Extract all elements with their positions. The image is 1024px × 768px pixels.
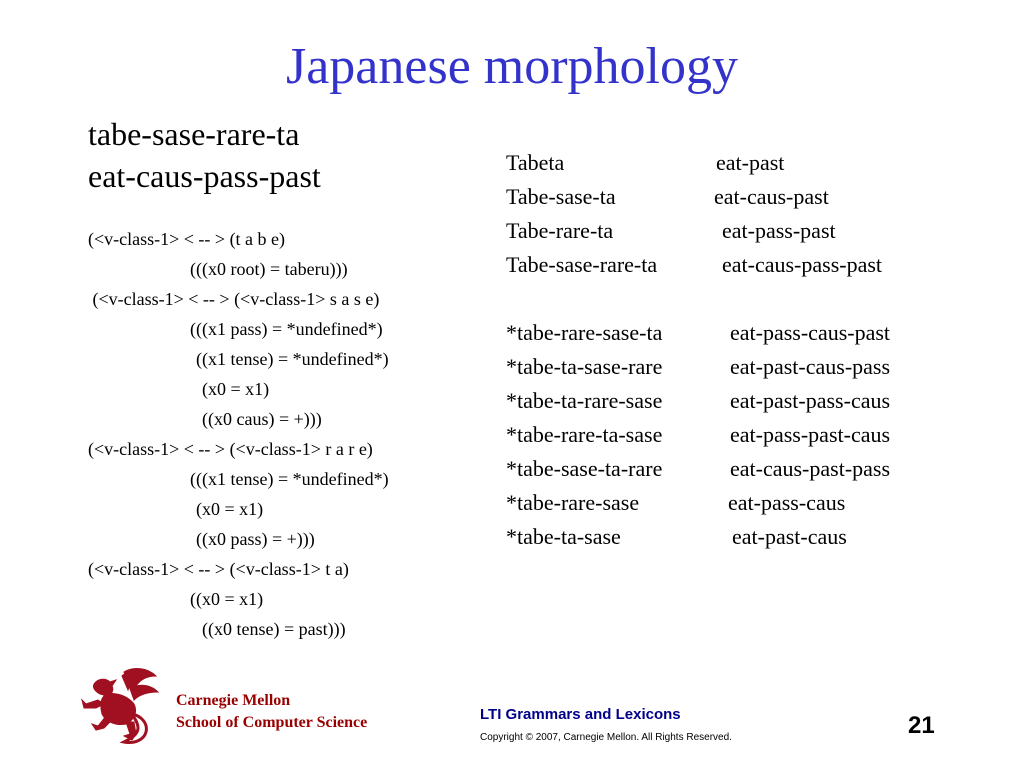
griffin-logo bbox=[76, 664, 166, 748]
valid-form: Tabe-rare-ta bbox=[506, 218, 614, 243]
invalid-gloss: eat-pass-caus bbox=[728, 490, 846, 515]
institution-line2: School of Computer Science bbox=[176, 714, 368, 731]
invalid-form: *tabe-rare-sase-ta bbox=[506, 320, 663, 345]
rule-line: ((x0 tense) = past))) bbox=[202, 619, 346, 639]
rule-line: ((x0 = x1) bbox=[190, 589, 264, 609]
invalid-form: *tabe-rare-ta-sase bbox=[506, 422, 663, 447]
invalid-form-row bbox=[506, 316, 1006, 350]
valid-form: Tabeta bbox=[506, 150, 565, 175]
copyright-notice: Copyright © 2007, Carnegie Mellon. All Rights Reserved. bbox=[480, 732, 732, 743]
example-form: tabe-sase-rare-ta bbox=[88, 116, 300, 152]
invalid-gloss: eat-caus-past-pass bbox=[730, 456, 891, 481]
rule-line: (((x1 tense) = *undefined*) bbox=[190, 469, 389, 489]
rule-line: (x0 = x1) bbox=[196, 499, 264, 519]
rule-line: (x0 = x1) bbox=[202, 379, 270, 399]
invalid-form: *tabe-sase-ta-rare bbox=[506, 456, 663, 481]
invalid-gloss: eat-past-caus bbox=[732, 524, 847, 549]
course-title: LTI Grammars and Lexicons bbox=[480, 706, 681, 723]
valid-gloss: eat-caus-past bbox=[714, 184, 829, 209]
invalid-form-row bbox=[506, 486, 1006, 520]
right-column bbox=[506, 146, 1006, 554]
rule-line: (<v-class-1> < -- > (<v-class-1> t a) bbox=[88, 559, 349, 579]
invalid-gloss: eat-pass-caus-past bbox=[730, 320, 891, 345]
valid-form: Tabe-sase-rare-ta bbox=[506, 252, 658, 277]
left-column bbox=[88, 118, 508, 644]
invalid-form: *tabe-rare-sase bbox=[506, 490, 640, 515]
invalid-form-row bbox=[506, 452, 1006, 486]
invalid-form: *tabe-ta-sase-rare bbox=[506, 354, 663, 379]
invalid-gloss: eat-pass-past-caus bbox=[730, 422, 891, 447]
rule-line: ((x0 caus) = +))) bbox=[202, 409, 322, 429]
invalid-form: *tabe-ta-sase bbox=[506, 524, 621, 549]
page-number: 21 bbox=[908, 712, 935, 739]
valid-gloss: eat-pass-past bbox=[722, 218, 836, 243]
valid-form-row bbox=[506, 214, 1006, 248]
institution-line1: Carnegie Mellon bbox=[176, 692, 291, 709]
rule-line: (<v-class-1> < -- > (<v-class-1> s a s e) bbox=[88, 289, 380, 309]
invalid-gloss: eat-past-caus-pass bbox=[730, 354, 891, 379]
valid-form: Tabe-sase-ta bbox=[506, 184, 616, 209]
rule-line: (((x0 root) = taberu))) bbox=[190, 259, 348, 279]
valid-gloss: eat-past bbox=[716, 150, 785, 175]
invalid-form-row bbox=[506, 418, 1006, 452]
invalid-form-row bbox=[506, 384, 1006, 418]
institution-name bbox=[176, 690, 367, 734]
valid-form-row bbox=[506, 146, 1006, 180]
valid-form-row bbox=[506, 248, 1006, 282]
invalid-form-row bbox=[506, 520, 1006, 554]
rule-line: ((x1 tense) = *undefined*) bbox=[196, 349, 389, 369]
invalid-form-row bbox=[506, 350, 1006, 384]
example-gloss: eat-caus-pass-past bbox=[88, 158, 321, 194]
slide-title: Japanese morphology bbox=[285, 38, 738, 95]
invalid-gloss: eat-past-pass-caus bbox=[730, 388, 891, 413]
invalid-form: *tabe-ta-rare-sase bbox=[506, 388, 663, 413]
valid-gloss: eat-caus-pass-past bbox=[722, 252, 883, 277]
rule-line: (((x1 pass) = *undefined*) bbox=[190, 319, 383, 339]
valid-form-row bbox=[506, 180, 1006, 214]
rule-list bbox=[88, 224, 508, 644]
rule-line: (<v-class-1> < -- > (<v-class-1> r a r e) bbox=[88, 439, 373, 459]
rule-line: ((x0 pass) = +))) bbox=[196, 529, 315, 549]
rule-line: (<v-class-1> < -- > (t a b e) bbox=[88, 229, 286, 249]
